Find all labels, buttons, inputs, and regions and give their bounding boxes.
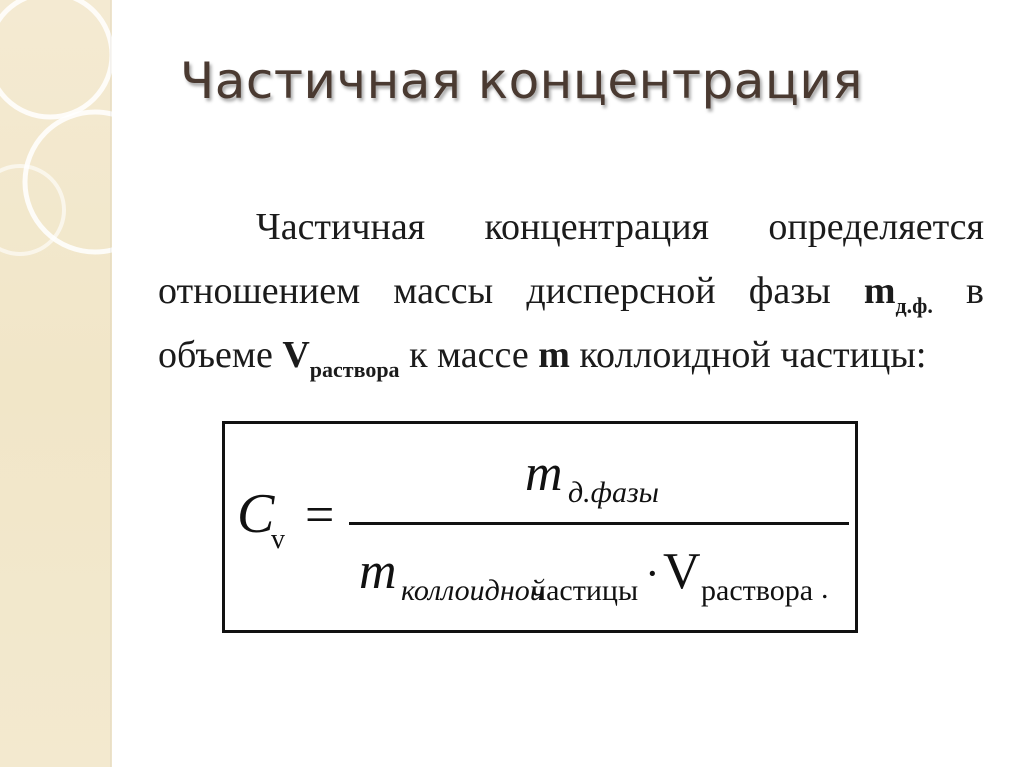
denominator-subscript-italic: коллоидной (401, 574, 545, 607)
paragraph-text-4: коллоидной частицы: (569, 334, 927, 376)
paragraph-text-1: Частичная концентрация определяется отношением массы дисперсной фазы (158, 206, 984, 312)
numerator-symbol: m (525, 445, 563, 502)
fraction-line (349, 522, 849, 525)
formula-box (222, 421, 858, 633)
slide-title: Частичная концентрация (180, 52, 863, 110)
multiplication-dot: · (645, 549, 660, 598)
particle-mass-symbol: m (538, 334, 570, 376)
mass-symbol: m (863, 270, 896, 312)
strip-edge-shadow (110, 0, 112, 767)
formula-lhs-subscript: v (271, 524, 285, 555)
denominator-subscript-plain: частицы (531, 574, 639, 607)
denominator-symbol: m (359, 543, 397, 600)
formula-trailing-period: . (821, 572, 829, 605)
paragraph-text-2: в объеме (158, 270, 984, 376)
volume-subscript: раствора (309, 357, 400, 382)
formula-equals: = (305, 487, 335, 544)
definition-paragraph (158, 195, 984, 387)
formula-lhs: C (237, 483, 275, 545)
denominator-volume-subscript: раствора (701, 574, 814, 607)
numerator-subscript: д.фазы (568, 476, 659, 509)
decorative-side-strip (0, 0, 112, 767)
volume-symbol: V (282, 334, 310, 376)
mass-subscript: д.ф. (895, 293, 933, 318)
paragraph-text-3: к массе (399, 334, 539, 376)
denominator-volume-symbol: V (663, 543, 701, 600)
decorative-rings-icon (0, 0, 112, 767)
